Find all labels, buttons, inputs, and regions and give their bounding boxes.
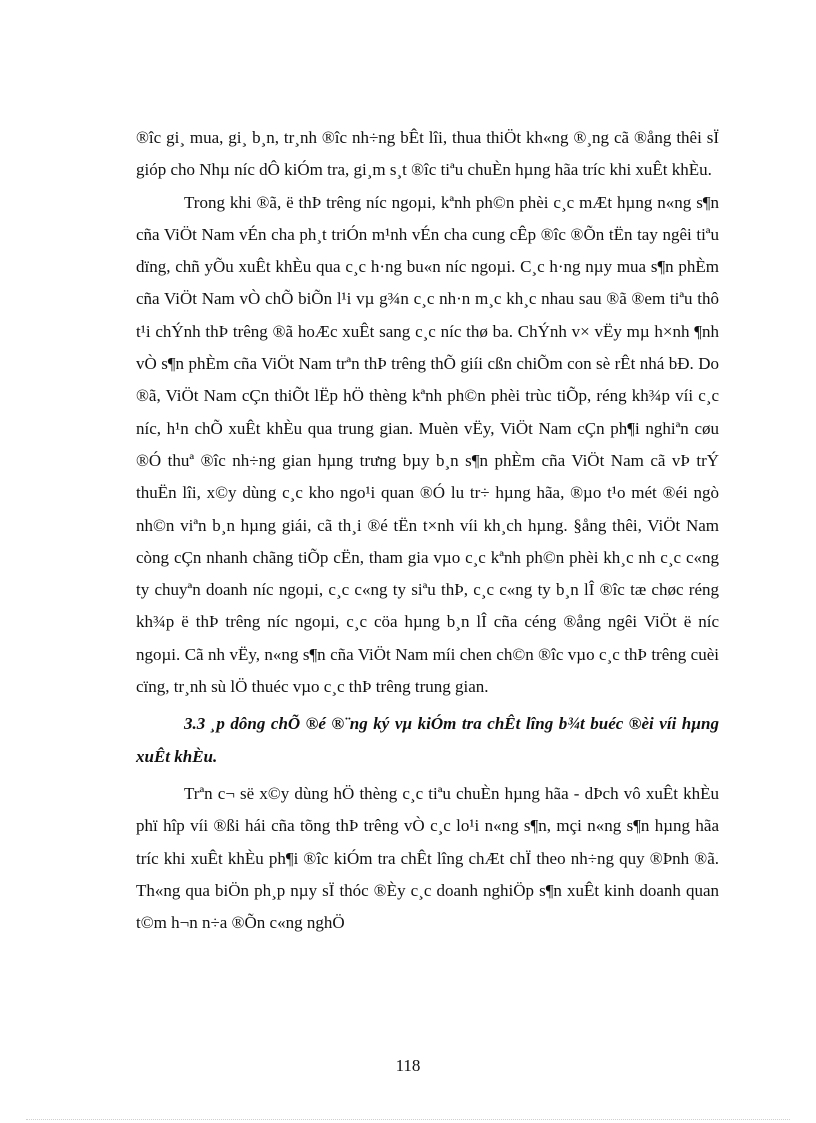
paragraph-2 xyxy=(136,187,719,704)
text-line: phÈm cña ViÖt Nam trªn thÞ trêng thÕ giíi cßn chiÕm con sè rÊt nhá bÐ. xyxy=(188,354,694,374)
text-line: Trªn c¬ së x©y dùng hÖ thèng c¸c tiªu chuÈn hµng hãa - dÞch vô xyxy=(184,783,641,803)
text-line: n«ng s¶n hµng hãa tríc khi xuÊt khÈu ph¶i ®îc kiÓm tra chÊt lîng chÆt xyxy=(136,816,719,868)
text-line: doanh nghiÖp s¶n xuÊt kinh doanh quan t©m h¬n n÷a ®Õn c«ng nghÖ xyxy=(136,880,720,933)
paragraph-3 xyxy=(136,778,719,939)
text-line: níc ngoµi. Cã nh vËy, n«ng s¶n cña ViÖt Nam míi chen ch©n ®îc vµo xyxy=(136,612,719,664)
heading-line: víi hµng xuÊt khÈu. xyxy=(136,714,720,766)
page-number: 118 xyxy=(395,1056,421,1075)
text-line: ®Õn tËn tay ngêi tiªu dïng, chñ yÕu xuÊt khÈu qua c¸c h·ng bu«n níc xyxy=(136,224,719,277)
text-line: phÈm cña ViÖt Nam cã vÞ trÝ thuËn lîi, x©y dùng c¸c kho ngo¹i quan ®Ó xyxy=(136,450,720,503)
paragraph-1 xyxy=(136,122,719,187)
heading-line: 3.3 ¸p dông chÕ ®é ®¨ng ký vµ kiÓm tra chÊt lîng b¾t buéc ®èi xyxy=(184,714,654,734)
text-line: xuÊt khÈu phï hîp víi ®ßi hái cña tõng thÞ trêng vÒ c¸c lo¹i n«ng s¶n, mçi xyxy=(136,783,719,836)
text-line: Nam cÇn ph¶i nghiªn cøu ®Ó thuª ®îc nh÷ng gian hµng trưng bµy b¸n s¶n xyxy=(136,418,719,470)
text-line: ë thÞ trêng níc ngoµi, c¸c cöa hµng b¸n lÎ cña céng ®ång ngêi ViÖt ë xyxy=(181,612,692,632)
text-line: kh¾p víi c¸c níc, h¹n chÕ xuÊt khÈu qua trung gian. Muèn vËy, ViÖt xyxy=(136,386,719,438)
text-line: c¸c thÞ trêng cuèi cïng, tr¸nh sù lÖ thuéc vµo c¸c thÞ trêng trung gian. xyxy=(136,644,719,697)
text-line: lu tr÷ hµng hãa, ®µo t¹o mét ®éi ngò nh©n viªn b¸n hµng giái, cã th¸i ®é xyxy=(136,483,720,535)
text-line: g¾n c¸c nh·n m¸c kh¸c nhau sau ®ã ®em tiªu thô t¹i chÝnh thÞ trêng ®ã xyxy=(136,289,720,341)
text-line: níc ngoµi, c¸c c«ng ty siªu thÞ, c¸c c«ng ty b¸n lÎ ®îc tæ chøc réng kh¾p xyxy=(136,580,720,632)
document-body xyxy=(136,122,719,939)
text-line: ngoµi. C¸c h·ng nµy mua s¶n phÈm cña ViÖt Nam vÒ chÕ biÕn l¹i vµ xyxy=(136,257,720,309)
text-line: hãa tríc khi xuÊt khÈu. xyxy=(554,160,712,180)
text-line: chÏ theo nh÷ng quy ®Þnh ®ã. Th«ng qua biÖn ph¸p nµy sÏ thóc ®Èy c¸c xyxy=(136,848,719,900)
text-line: Trong khi ®ã, ë thÞ trêng níc ngoµi, kªnh ph©n phèi c¸c mÆt hµng xyxy=(184,192,653,212)
text-line: ®îc gi¸ mua, gi¸ b¸n, tr¸nh ®îc nh÷ng bÊt lîi, thua thiÖt kh«ng ®¸ng cã xyxy=(136,128,630,147)
text-line: Do ®ã, ViÖt Nam cÇn thiÕt lËp hÖ thèng kªnh ph©n phèi trùc tiÕp, réng xyxy=(136,354,719,406)
text-line: ®ång thêi sÏ gióp cho Nhµ níc dÔ kiÓm tra, gi¸m s¸t ®îc tiªu chuÈn hµng xyxy=(136,128,719,180)
text-line: tËn t×nh víi kh¸ch hµng. §ång thêi, ViÖt Nam còng cÇn nhanh chãng tiÕp xyxy=(136,515,720,567)
text-line: n«ng s¶n cña ViÖt Nam vÉn cha ph¸t triÓn m¹nh vÉn cha cung cÊp ®îc xyxy=(136,192,720,244)
section-heading xyxy=(136,708,719,773)
page-bottom-divider xyxy=(26,1119,790,1120)
text-line: hoÆc xuÊt sang c¸c níc thø ba. ChÝnh v× vËy mµ h×nh ¶nh vÒ s¶n xyxy=(136,321,720,374)
text-line: cËn, tham gia vµo c¸c kªnh ph©n phèi kh¸c nh c¸c c«ng ty chuyªn doanh xyxy=(136,547,719,600)
